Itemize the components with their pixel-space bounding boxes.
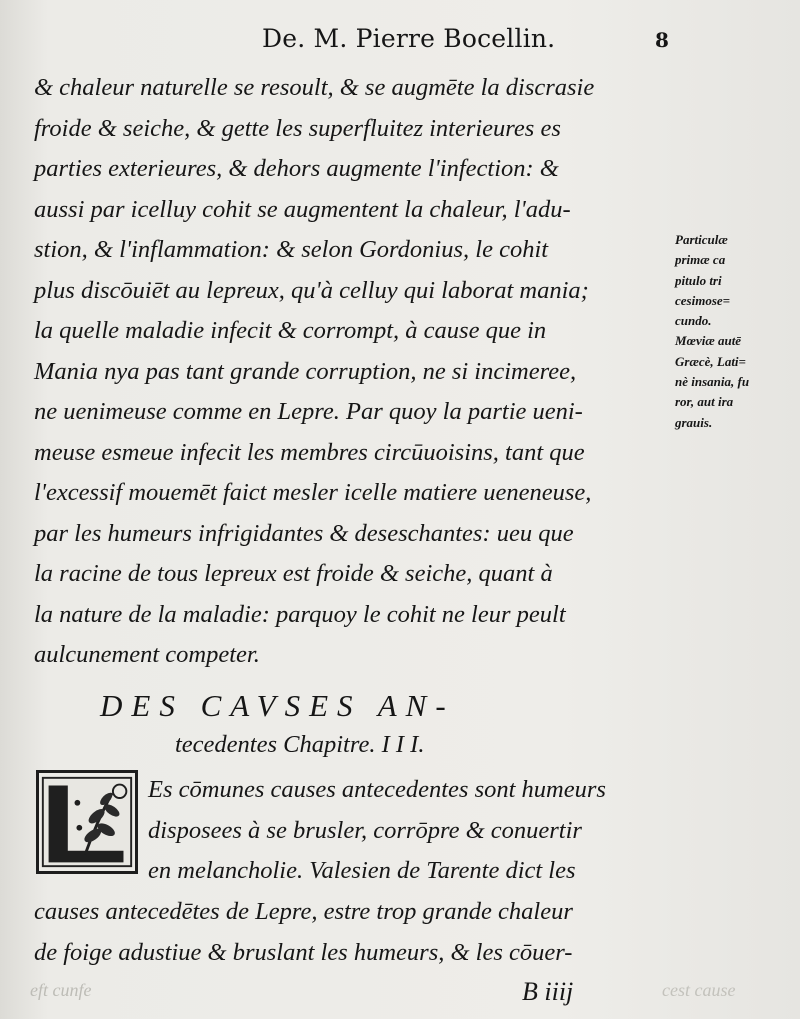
text-line: de foige adustiue & bruslant les humeurs, & les cōuer- bbox=[34, 938, 573, 966]
chapter-heading: DES CAVSES AN- bbox=[100, 688, 455, 723]
text-line: ne uenimeuse comme en Lepre. Par quoy la partie ueni- bbox=[34, 398, 583, 425]
marginal-note-line: primæ ca bbox=[675, 252, 726, 268]
paragraph-continued bbox=[34, 892, 669, 973]
text-line: aulcunement competer. bbox=[34, 641, 260, 668]
text-line: la quelle maladie infecit & corrompt, à cause que in bbox=[34, 317, 547, 344]
marginal-note-line: pitulo tri bbox=[675, 272, 722, 288]
text-line: stion, & l'inflammation: & selon Gordonius, le cohit bbox=[34, 236, 549, 263]
marginal-note-line: Mœviæ autē bbox=[675, 333, 742, 349]
bleed-through-text: cest cause bbox=[662, 980, 736, 1000]
text-line: Mania nya pas tant grande corruption, ne si incimeree, bbox=[34, 357, 577, 385]
text-line: aussi par icelluy cohit se augmentent la chaleur, l'adu- bbox=[34, 195, 571, 223]
text-line: plus discōuiēt au lepreux, qu'à celluy qui laborat mania; bbox=[34, 276, 589, 304]
running-title: De. M. Pierre Bocellin. bbox=[262, 24, 556, 53]
text-line: & chaleur naturelle se resoult, & se augmēte la discrasie bbox=[34, 74, 595, 101]
main-text-block bbox=[34, 68, 669, 676]
text-line: meuse esmeue infecit les membres circūuoisins, tant que bbox=[34, 438, 585, 466]
marginal-note-line: nè insania, fu bbox=[675, 374, 750, 390]
chapter-subheading: tecedentes Chapitre. I I I. bbox=[175, 731, 425, 758]
ornamental-initial-L-icon bbox=[39, 773, 135, 871]
marginal-note-line: Particulæ bbox=[675, 232, 728, 247]
bleed-through-text: eft cunfe bbox=[30, 980, 92, 1000]
marginal-note-line: cesimose= bbox=[675, 292, 731, 308]
text-line: en melancholie. Valesien de Tarente dict les bbox=[148, 857, 576, 884]
marginal-note-line: ror, aut ira bbox=[675, 394, 734, 410]
text-line: disposees à se brusler, corrōpre & conuertir bbox=[148, 816, 582, 844]
marginal-note-line: Græcè, Lati= bbox=[675, 353, 746, 369]
marginal-note bbox=[675, 230, 793, 433]
text-line: la nature de la maladie: parquoy le cohit ne leur peult bbox=[34, 600, 566, 628]
paragraph-indented bbox=[148, 770, 668, 892]
text-line: par les humeurs infrigidantes & deseschantes: ueu que bbox=[34, 519, 574, 547]
ornamental-initial-L-icon bbox=[36, 770, 138, 874]
signature-mark: B iiij bbox=[522, 977, 574, 1006]
text-line: parties exterieures, & dehors augmente l'infection: & bbox=[34, 155, 559, 182]
page-number: 8 bbox=[655, 28, 669, 52]
marginal-note-line: cundo. bbox=[675, 313, 712, 329]
text-line: l'excessif mouemēt faict mesler icelle matiere ueneneuse, bbox=[34, 479, 592, 506]
text-line: froide & seiche, & gette les superfluitez interieures es bbox=[34, 114, 561, 142]
marginal-note-line: grauis. bbox=[675, 414, 713, 430]
text-line: la racine de tous lepreux est froide & seiche, quant à bbox=[34, 560, 553, 587]
text-line: Es cōmunes causes antecedentes sont humeurs bbox=[148, 776, 606, 803]
text-line: causes antecedētes de Lepre, estre trop grande chaleur bbox=[34, 898, 573, 925]
